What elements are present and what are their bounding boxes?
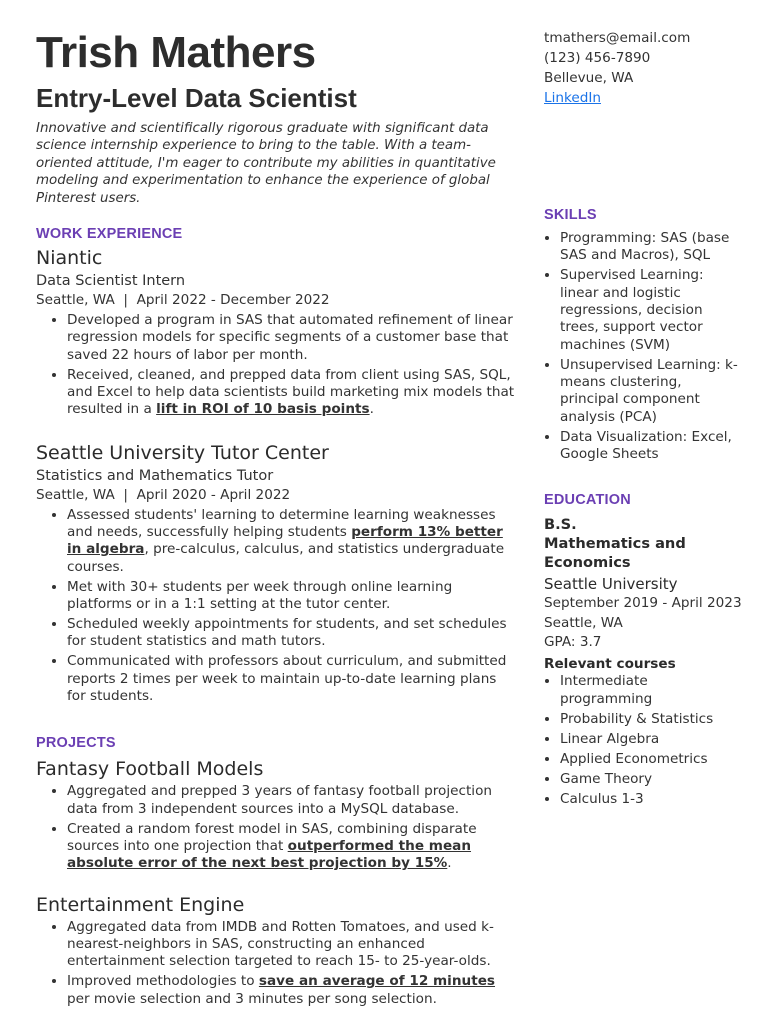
school-name: Seattle University	[544, 575, 678, 594]
list-item: • Probability & Statistics	[560, 711, 744, 728]
degree: B.S.	[544, 516, 577, 534]
list-item: • Developed a program in SAS that automated refinement of linear regression models for specific segments of a customer base that saved 22 hours of labor per month.	[67, 312, 516, 364]
job-entry	[36, 246, 516, 419]
job-bullets	[36, 312, 516, 419]
list-item: • Supervised Learning: linear and logistic regressions, decision trees, support vector machines (SVM)	[560, 267, 744, 353]
summary: Innovative and scientifically rigorous graduate with significant data science internship experience to bring to the table. With a team-oriented attitude, I'm eager to contribute my abilities in quantitative modeling and experimentation to enhance the experience of global Pinterest users.	[36, 121, 496, 206]
project-bullets	[36, 783, 516, 872]
highlight-text: lift in ROI of 10 basis points	[156, 401, 370, 418]
list-item: • Scheduled weekly appointments for students, and set schedules for student statistics and math tutors.	[67, 616, 516, 651]
list-item: • Game Theory	[560, 771, 744, 788]
list-item: • Communicated with professors about curriculum, and submitted reports 2 times per week to maintain up-to-date learning plans for students.	[67, 653, 516, 705]
section-heading-skills: SKILLS	[544, 207, 597, 223]
courses-list	[544, 673, 744, 808]
section-heading-work: WORK EXPERIENCE	[36, 226, 183, 243]
project-name: Fantasy Football Models	[36, 758, 264, 781]
list-item: • Assessed students' learning to determine learning weaknesses and needs, successfully helping students perform 13% better in algebra, pre-calculus, calculus, and statistics undergraduate courses.	[67, 507, 516, 576]
work-experience-section	[36, 226, 516, 705]
company-name: Seattle University Tutor Center	[36, 441, 329, 464]
list-item: • Created a random forest model in SAS, combining disparate sources into one projection that outperformed the mean absolute error of the next best projection by 15%.	[67, 821, 516, 873]
list-item: • Improved methodologies to save an average of 12 minutes per movie selection and 3 minutes per song selection.	[67, 973, 516, 1008]
main-column	[36, 28, 516, 1011]
list-item: • Unsupervised Learning: k-means clustering, principal component analysis (PCA)	[560, 357, 744, 426]
job-role: Statistics and Mathematics Tutor	[36, 467, 274, 484]
section-heading-projects: PROJECTS	[36, 735, 116, 752]
gpa: GPA: 3.7	[544, 634, 602, 651]
job-entry	[36, 441, 516, 706]
phone-text: (123) 456-7890	[544, 50, 651, 66]
education-location: Seattle, WA	[544, 614, 623, 631]
highlight-text: perform 13% better in algebra	[67, 523, 503, 558]
list-item: • Intermediate programming	[560, 673, 744, 708]
contact-block	[544, 28, 744, 108]
highlight-text: outperformed the mean absolute error of the next best projection by 15%	[67, 837, 472, 872]
section-heading-education: EDUCATION	[544, 492, 631, 509]
project-name: Entertainment Engine	[36, 893, 245, 916]
list-item: • Received, cleaned, and prepped data from client using SAS, SQL, and Excel to help data scientists build marketing mix models that resulted in a lift in ROI of 10 basis points.	[67, 367, 516, 419]
project-entry	[36, 893, 516, 1008]
education-dates: September 2019 - April 2023	[544, 595, 742, 612]
major: Mathematics and Economics	[544, 535, 686, 572]
side-column	[544, 28, 744, 811]
list-item: • Aggregated and prepped 3 years of fantasy football projection data from 3 independent sources into a MySQL database.	[67, 783, 516, 818]
list-item: • Calculus 1-3	[560, 791, 744, 808]
education-section	[544, 492, 744, 808]
courses-heading: Relevant courses	[544, 656, 676, 673]
company-name: Niantic	[36, 247, 103, 270]
list-item: • Data Visualization: Excel, Google Sheets	[560, 429, 744, 464]
project-bullets	[36, 919, 516, 1008]
list-item: • Met with 30+ students per week through online learning platforms or in a 1:1 setting at the tutor center.	[67, 579, 516, 614]
job-meta: Seattle, WA | April 2022 - December 2022	[36, 292, 330, 309]
job-title: Entry-Level Data Scientist	[36, 83, 357, 113]
highlight-text: save an average of 12 minutes	[258, 973, 496, 990]
list-item: • Aggregated data from IMDB and Rotten Tomatoes, and used k-nearest-neighbors in SAS, constructing an enhanced entertainment selection targeted to reach 15- to 25-year-olds.	[67, 919, 516, 971]
candidate-name: Trish Mathers	[36, 28, 316, 77]
linkedin-link[interactable]: LinkedIn	[544, 90, 601, 106]
job-role: Data Scientist Intern	[36, 273, 186, 290]
location-text: Bellevue, WA	[544, 70, 634, 86]
job-bullets	[36, 507, 516, 706]
job-meta: Seattle, WA | April 2020 - April 2022	[36, 486, 291, 503]
skills-section	[544, 207, 744, 463]
list-item: • Linear Algebra	[560, 731, 744, 748]
projects-section	[36, 735, 516, 1008]
list-item: • Applied Econometrics	[560, 751, 744, 768]
email-text: tmathers@email.com	[544, 30, 691, 46]
list-item: • Programming: SAS (base SAS and Macros), SQL	[560, 230, 744, 265]
project-entry	[36, 757, 516, 872]
skills-list	[544, 230, 744, 463]
